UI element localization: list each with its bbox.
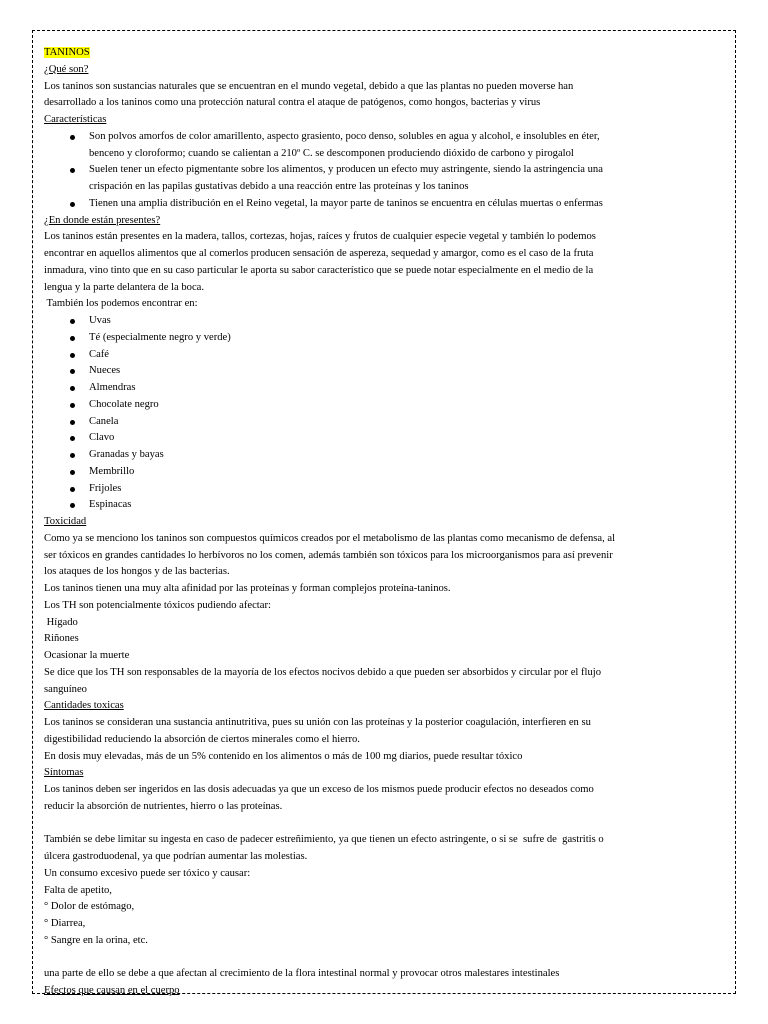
heading-que-son: ¿Qué son? bbox=[44, 63, 89, 75]
paragraph-line: Como ya se menciono los taninos son compuestos químicos creados por el metabolismo de las plantas como mecanismo de defensa, al bbox=[44, 532, 616, 544]
paragraph-line: Los taninos se consideran una sustancia antinutritiva, pues su unión con las proteínas y la posterior coagulación, interfieren en su bbox=[44, 717, 591, 728]
list-item-label: Granadas y bayas bbox=[89, 449, 164, 460]
document-title: TANINOS bbox=[44, 47, 90, 58]
heading-efectos: Efectos que causan en el cuerpo bbox=[44, 985, 180, 996]
list-item bbox=[44, 430, 722, 447]
bullet-icon bbox=[70, 135, 75, 140]
paragraph-line: ° Diarrea, bbox=[44, 918, 86, 929]
heading-cantidades: Cantidades toxicas bbox=[44, 700, 124, 712]
paragraph-line: En dosis muy elevadas, más de un 5% contenido en los alimentos o más de 100 mg diarios, puede resultar tóxico bbox=[44, 750, 523, 762]
list-item-line: Son polvos amorfos de color amarillento, aspecto grasiento, poco denso, solubles en agua y alcohol, e insolubles en éter, bbox=[89, 130, 600, 142]
list-item bbox=[44, 481, 722, 498]
paragraph-line: desarrollado a los taninos como una protección natural contra el ataque de patógenos, como hongos, bacterias y virus bbox=[44, 97, 541, 109]
list-item bbox=[44, 196, 722, 213]
list-item-label: Clavo bbox=[89, 432, 115, 444]
list-item-label: Frijoles bbox=[89, 482, 122, 494]
bullet-icon bbox=[70, 202, 75, 207]
paragraph-line: También los podemos encontrar en: bbox=[44, 298, 198, 310]
heading-donde: ¿En donde están presentes? bbox=[44, 214, 161, 226]
blank-line bbox=[44, 816, 722, 833]
paragraph-line: inmadura, vino tinto que en su caso particular le aporta su sabor característico que se puede notar especialmente en el medio de la bbox=[44, 264, 594, 276]
bullet-icon bbox=[70, 436, 75, 441]
bullet-icon bbox=[70, 168, 75, 173]
blank-line bbox=[44, 950, 722, 967]
paragraph-line: Riñones bbox=[44, 633, 79, 645]
list-item-label: Espinacas bbox=[89, 499, 132, 511]
list-item-label: Chocolate negro bbox=[89, 398, 159, 410]
paragraph-line: Los TH son potencialmente tóxicos pudiendo afectar: bbox=[44, 599, 271, 611]
list-item-label: Almendras bbox=[89, 382, 136, 393]
list-item bbox=[44, 380, 722, 397]
list-item bbox=[44, 464, 722, 481]
paragraph-line: Los taninos son sustancias naturales que se encuentran en el mundo vegetal, debido a que las plantas no pueden moverse han bbox=[44, 80, 574, 92]
list-item-label: Uvas bbox=[89, 315, 111, 326]
bullet-icon bbox=[70, 470, 75, 475]
paragraph-line: una parte de ello se debe a que afectan al crecimiento de la flora intestinal normal y provocar otros malestares intestinales bbox=[44, 968, 560, 980]
paragraph-line: Falta de apetito, bbox=[44, 884, 112, 896]
alimentos-list bbox=[44, 313, 722, 514]
paragraph-line: los ataques de los hongos y de las bacterias. bbox=[44, 566, 230, 578]
paragraph-line: úlcera gastroduodenal, ya que podrían aumentar las molestias. bbox=[44, 851, 308, 862]
paragraph-line: encontrar en aquellos alimentos que al comerlos producen sensación de aspereza, sequedad y amargor, como es el caso de la fruta bbox=[44, 248, 594, 259]
bullet-icon bbox=[70, 386, 75, 391]
paragraph-line: Ocasionar la muerte bbox=[44, 650, 130, 661]
heading-caracteristicas: Características bbox=[44, 114, 107, 125]
list-item-label: Nueces bbox=[89, 365, 121, 377]
paragraph-line: También se debe limitar su ingesta en caso de padecer estreñimiento, ya que tienen un efecto astringente, o si se sufre de gastritis o bbox=[44, 834, 604, 846]
list-item bbox=[44, 497, 722, 514]
bullet-icon bbox=[70, 420, 75, 425]
list-item-label: Café bbox=[89, 348, 109, 360]
paragraph-line: Los taninos deben ser ingeridos en las dosis adecuadas ya que un exceso de los mismos puede producir efectos no deseados como bbox=[44, 784, 594, 795]
list-item bbox=[44, 330, 722, 347]
list-item-line: Suelen tener un efecto pigmentante sobre los alimentos, y producen un efecto muy astringente, siendo la astringencia una bbox=[89, 164, 603, 176]
paragraph-line: Hígado bbox=[44, 616, 78, 628]
bullet-icon bbox=[70, 353, 75, 358]
paragraph-line: ser tóxicos en grandes cantidades lo herbívoros no los comen, además también son tóxicos para los microorganismos para así prevenir bbox=[44, 549, 613, 561]
list-item bbox=[44, 162, 722, 196]
list-item bbox=[44, 397, 722, 414]
caracteristicas-list bbox=[44, 129, 722, 213]
list-item bbox=[44, 363, 722, 380]
bullet-icon bbox=[70, 369, 75, 374]
bullet-icon bbox=[70, 453, 75, 458]
paragraph-line: sanguíneo bbox=[44, 683, 87, 695]
bullet-icon bbox=[70, 503, 75, 508]
bullet-icon bbox=[70, 403, 75, 408]
title-line bbox=[44, 45, 722, 62]
paragraph-line: Los taninos tienen una muy alta afinidad por las proteínas y forman complejos proteína-taninos. bbox=[44, 583, 451, 594]
list-item-label: Té (especialmente negro y verde) bbox=[89, 331, 231, 343]
list-item-line: crispación en las papilas gustativas debido a una reacción entre las proteínas y los taninos bbox=[89, 181, 469, 192]
bullet-icon bbox=[70, 319, 75, 324]
list-item-label: Membrillo bbox=[89, 465, 135, 477]
list-item bbox=[44, 414, 722, 431]
bullet-icon bbox=[70, 336, 75, 341]
paragraph-line: Los taninos están presentes en la madera, tallos, cortezas, hojas, raíces y frutos de cualquier especie vegetal y también lo podemos bbox=[44, 231, 596, 243]
paragraph-line: digestibilidad reduciendo la absorción de ciertos minerales como el hierro. bbox=[44, 733, 360, 745]
list-item-label: Canela bbox=[89, 415, 119, 427]
heading-toxicidad: Toxicidad bbox=[44, 516, 87, 527]
paragraph-line: Se dice que los TH son responsables de la mayoría de los efectos nocivos debido a que pueden ser absorbidos y circular por el flujo bbox=[44, 666, 601, 678]
list-item-line: Tienen una amplia distribución en el Reino vegetal, la mayor parte de taninos se encuentra en células muertas o enfermas bbox=[89, 197, 603, 209]
list-item bbox=[44, 129, 722, 163]
paragraph-line: Un consumo excesivo puede ser tóxico y causar: bbox=[44, 867, 251, 879]
paragraph-line: ° Sangre en la orina, etc. bbox=[44, 934, 148, 946]
paragraph-line: ° Dolor de estómago, bbox=[44, 901, 135, 913]
list-item bbox=[44, 313, 722, 330]
bullet-icon bbox=[70, 487, 75, 492]
list-item bbox=[44, 447, 722, 464]
heading-sintomas: Síntomas bbox=[44, 767, 84, 779]
document-body bbox=[44, 45, 722, 1000]
list-item-line: benceno y cloroformo; cuando se calientan a 210º C. se descomponen produciendo dióxido de carbono y pirogalol bbox=[89, 147, 574, 159]
paragraph-line: lengua y la parte delantera de la boca. bbox=[44, 281, 204, 293]
list-item bbox=[44, 347, 722, 364]
paragraph-line: reducir la absorción de nutrientes, hierro o las proteínas. bbox=[44, 800, 283, 812]
